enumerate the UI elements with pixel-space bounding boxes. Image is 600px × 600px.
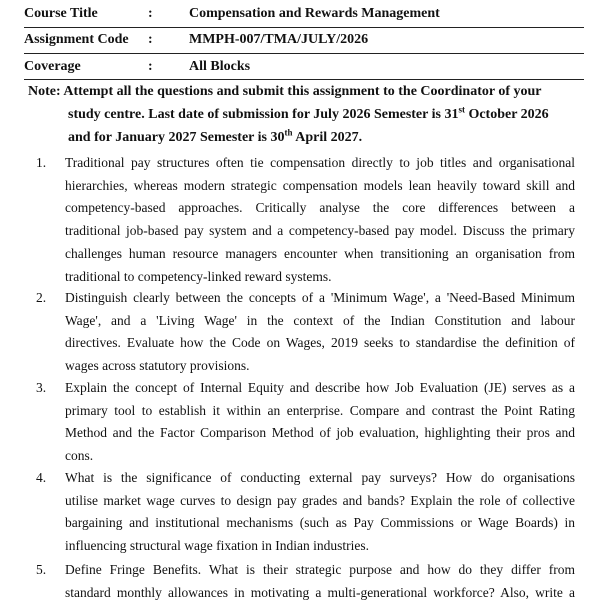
assignment-code-label: Assignment Code [24, 32, 129, 47]
question-number: 3. [36, 380, 47, 395]
divider [24, 79, 584, 80]
course-title-label: Course Title [24, 6, 98, 21]
question-text-line: wages across statutory provisions. [65, 358, 250, 374]
question-text-line: primary tool to establish it within an enterprise. Compare and contrast the Point Rating [65, 402, 575, 418]
question-number: 2. [36, 290, 47, 305]
divider [24, 53, 584, 54]
assignment-code-value: MMPH-007/TMA/JULY/2026 [189, 32, 369, 47]
note-line-2 [68, 104, 549, 123]
assignment-code-row [24, 32, 584, 54]
question-text-line: Wage', and a 'Living Wage' in the context of the Indian Constitution and labour [65, 312, 575, 328]
question-text-line: bargaining and institutional mechanisms (such as Pay Commissions or Wage Boards) in [65, 515, 575, 531]
assignment-code-separator: : [148, 32, 153, 47]
divider [24, 27, 584, 28]
question-text-line: What is the significance of conducting external pay surveys? How do organisations [65, 470, 575, 485]
note-line-3-tail: April 2027. [292, 130, 363, 145]
question-text-line: traditional to competency-linked reward systems. [65, 268, 332, 284]
note-line-1: Note: Attempt all the questions and submit this assignment to the Coordinator of your [28, 84, 542, 99]
question-text-line: Define Fringe Benefits. What is their strategic purpose and how do they differ from [65, 562, 575, 577]
question-text-line: Distinguish clearly between the concepts of a 'Minimum Wage', a 'Need-Based Minimum [65, 290, 575, 305]
question-text-line: hierarchies, whereas modern strategic compensation models lean heavily toward skill and [65, 177, 575, 193]
question-text-line: cons. [65, 448, 94, 464]
coverage-label: Coverage [24, 59, 81, 74]
question-number: 1. [36, 155, 47, 170]
question-text-line: Method and the Factor Comparison Method of job evaluation, highlighting their pros and [65, 425, 575, 441]
question-text-line: Traditional pay structures often tie compensation directly to job titles and organisational [65, 155, 575, 170]
question-text-line: traditional job-based pay system and a competency-based pay model. Discuss the primary [65, 223, 575, 239]
question-text-line: directives. Evaluate how the Code on Wages, 2019 seeks to standardise the definition of [65, 335, 575, 351]
question-text-line: utilise market wage curves to design pay grades and bands? Explain the role of collective [65, 492, 575, 508]
coverage-separator: : [148, 59, 153, 74]
question-text-line: Explain the concept of Internal Equity and describe how Job Evaluation (JE) serves as a [65, 380, 575, 395]
note-line-2-tail: October 2026 [464, 107, 549, 122]
course-title-row [24, 6, 584, 28]
note-line-2-sup: st [458, 104, 465, 115]
question-text-line: challenges human resource managers encounter when transitioning an organisation from [65, 245, 575, 261]
question-number: 4. [36, 470, 47, 485]
question-text-line: influencing structural wage fixation in Indian industries. [65, 538, 370, 554]
coverage-value: All Blocks [189, 59, 251, 74]
question-text-line: competency-based approaches. Critically analyse the core differences between a [65, 200, 575, 216]
note-line-3 [68, 127, 363, 146]
note-line-2-text: study centre. Last date of submission for July 2026 Semester is 31 [68, 107, 459, 122]
note-line-3-text: and for January 2027 Semester is 30 [68, 130, 285, 145]
question-number: 5. [36, 562, 47, 577]
course-title-separator: : [148, 6, 153, 21]
coverage-row [24, 59, 584, 81]
course-title-value: Compensation and Rewards Management [189, 6, 440, 21]
question-text-line: standard monthly allowances in motivating a multi-generational workforce? Also, write a [65, 584, 575, 600]
note-line-3-sup: th [284, 127, 293, 138]
